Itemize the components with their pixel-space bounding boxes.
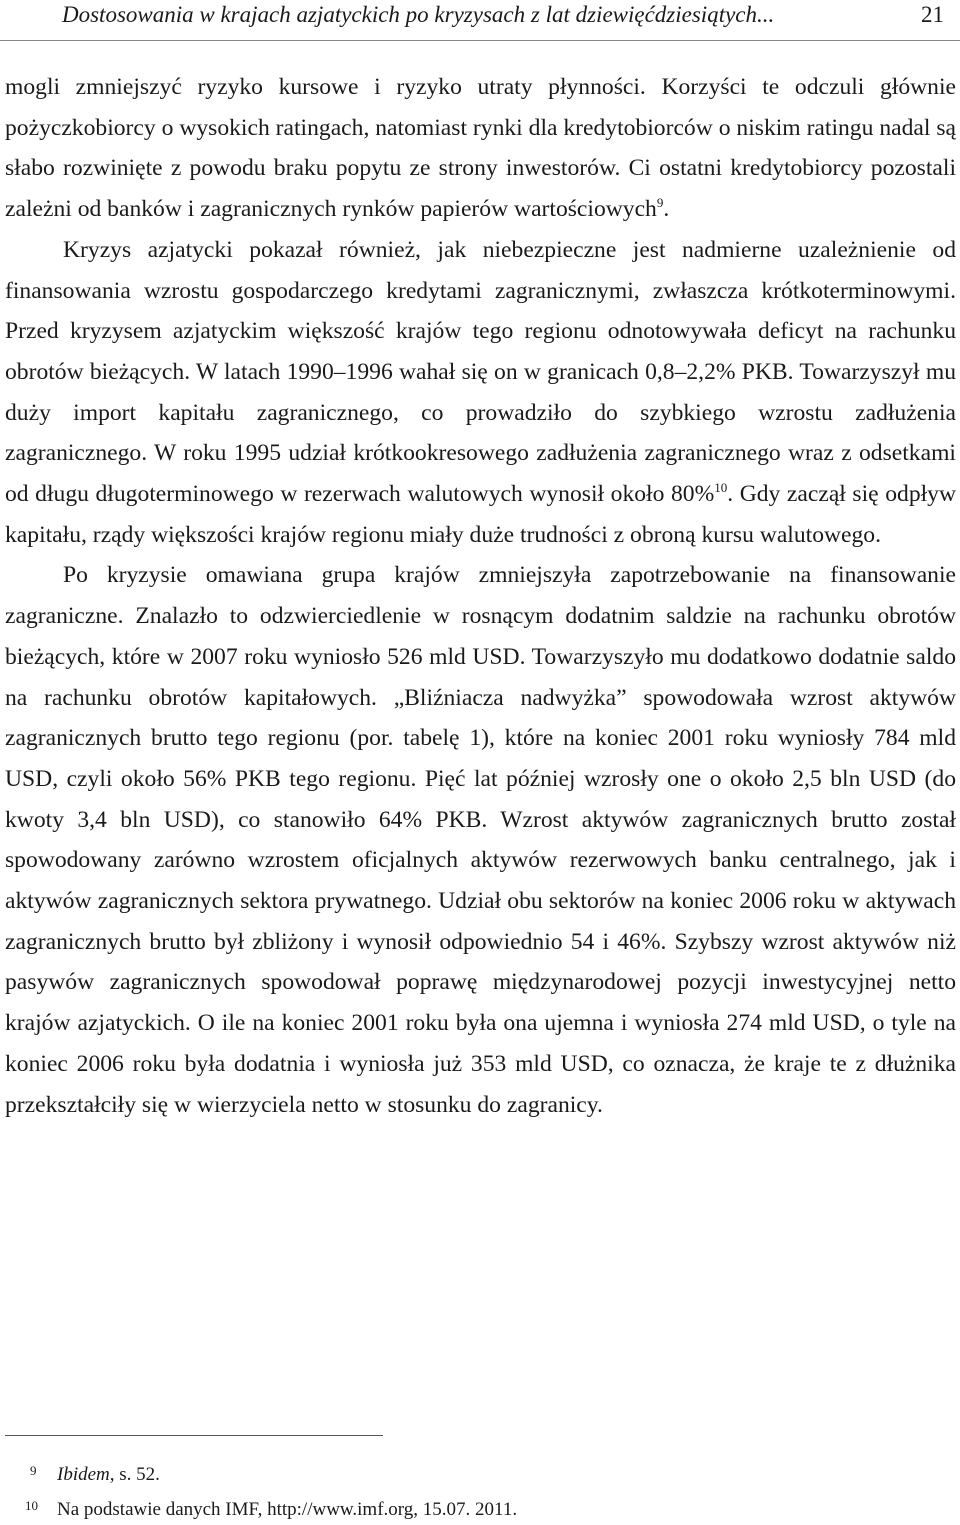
paragraph-1 — [5, 67, 956, 230]
footnote-9-number: 9 — [30, 1463, 37, 1478]
footnote-divider — [5, 1435, 383, 1436]
paragraph-2-end: . Gdy zaczął się odpływ kapitału, rządy większości krajów regionu miały duże trudności z obroną kursu walutowego. — [5, 481, 957, 548]
footnote-ref-10[interactable]: 10 — [714, 480, 728, 496]
paragraph-1-end: . — [663, 196, 670, 223]
footnote-10-text: Na podstawie danych IMF, http://www.imf.org, 15.07. 2011. — [57, 1499, 518, 1520]
body-text — [5, 67, 956, 1125]
footnote-9-source: Ibidem — [57, 1464, 110, 1485]
paragraph-2 — [5, 230, 956, 556]
running-header — [62, 2, 954, 34]
footnote-10-number: 10 — [25, 1498, 38, 1513]
footnote-9-text — [57, 1463, 160, 1487]
paragraph-2-text: Kryzys azjatycki pokazał również, jak niebezpieczne jest nadmierne uzależnienie od finansowania wzrostu gospodarczego kredytami zagranicznymi, zwłaszcza krótkoterminowymi. Przed kryzysem azjatyckim większość krajów tego regionu odnotowywała deficyt na rachunku obrotów bieżących. W latach 1990–1996 wahał się on w granicach 0,8–2,2% PKB. Towarzyszył mu duży import kapitału zagranicznego, co prowadziło do szybkiego wzrostu zadłużenia zagranicznego. W roku 1995 udział krótkookresowego zadłużenia zagranicznego wraz z odsetkami od długu długoterminowego w rezerwach walutowych wynosił około 80% — [5, 236, 956, 508]
running-title: Dostosowania w krajach azjatyckich po kryzysach z lat dziewięćdziesiątych... — [62, 2, 775, 27]
paragraph-1-text: mogli zmniejszyć ryzyko kursowe i ryzyko utraty płynności. Korzyści te odczuli głównie pożyczkobiorcy o wysokich ratingach, natomiast rynki dla kredytobiorców o niskim ratingu nadal są słabo rozwinięte z powodu braku popytu ze strony inwestorów. Ci ostatni kredytobiorcy pozostali zależni od banków i zagranicznych rynków papierów wartościowych — [5, 74, 956, 223]
footnote-ref-9[interactable]: 9 — [656, 195, 664, 211]
header-divider — [0, 40, 960, 41]
paragraph-3: Po kryzysie omawiana grupa krajów zmniejszyła zapotrzebowanie na finansowanie zagraniczne. Znalazło to odzwierciedlenie w rosnącym dodatnim saldzie na rachunku obrotów bieżących, które w 2007 roku wyniosło 526 mld USD. Towarzyszyło mu dodatkowo dodatnie saldo na rachunku obrotów kapitałowych. „Bliźniacza nadwyżka” spowodowała wzrost aktywów zagranicznych brutto tego regionu (por. tabelę 1), które na koniec 2001 roku wyniosły 784 mld USD, czyli około 56% PKB tego regionu. Pięć lat później wzrosły one o około 2,5 bln USD (do kwoty 3,4 bln USD), co stanowiło 64% PKB. Wzrost aktywów zagranicznych brutto został spowodowany zarówno wzrostem oficjalnych aktywów rezerwowych banku centralnego, jak i aktywów zagranicznych sektora prywatnego. Udział obu sektorów na koniec 2006 roku w aktywach zagranicznych brutto był zbliżony i wynosił odpowiednio 54 i 46%. Szybszy wzrost aktywów niż pasywów zagranicznych spowodował poprawę międzynarodowej pozycji inwestycyjnej netto krajów azjatyckich. O ile na koniec 2001 roku była ona ujemna i wyniosła 274 mld USD, o tyle na koniec 2006 roku była dodatnia i wyniosła już 353 mld USD, co oznacza, że kraje te z dłużnika przekształciły się w wierzyciela netto w stosunku do zagranicy. — [5, 562, 956, 1118]
footnote-9-page: , s. 52. — [109, 1464, 160, 1485]
page-number: 21 — [921, 2, 944, 27]
